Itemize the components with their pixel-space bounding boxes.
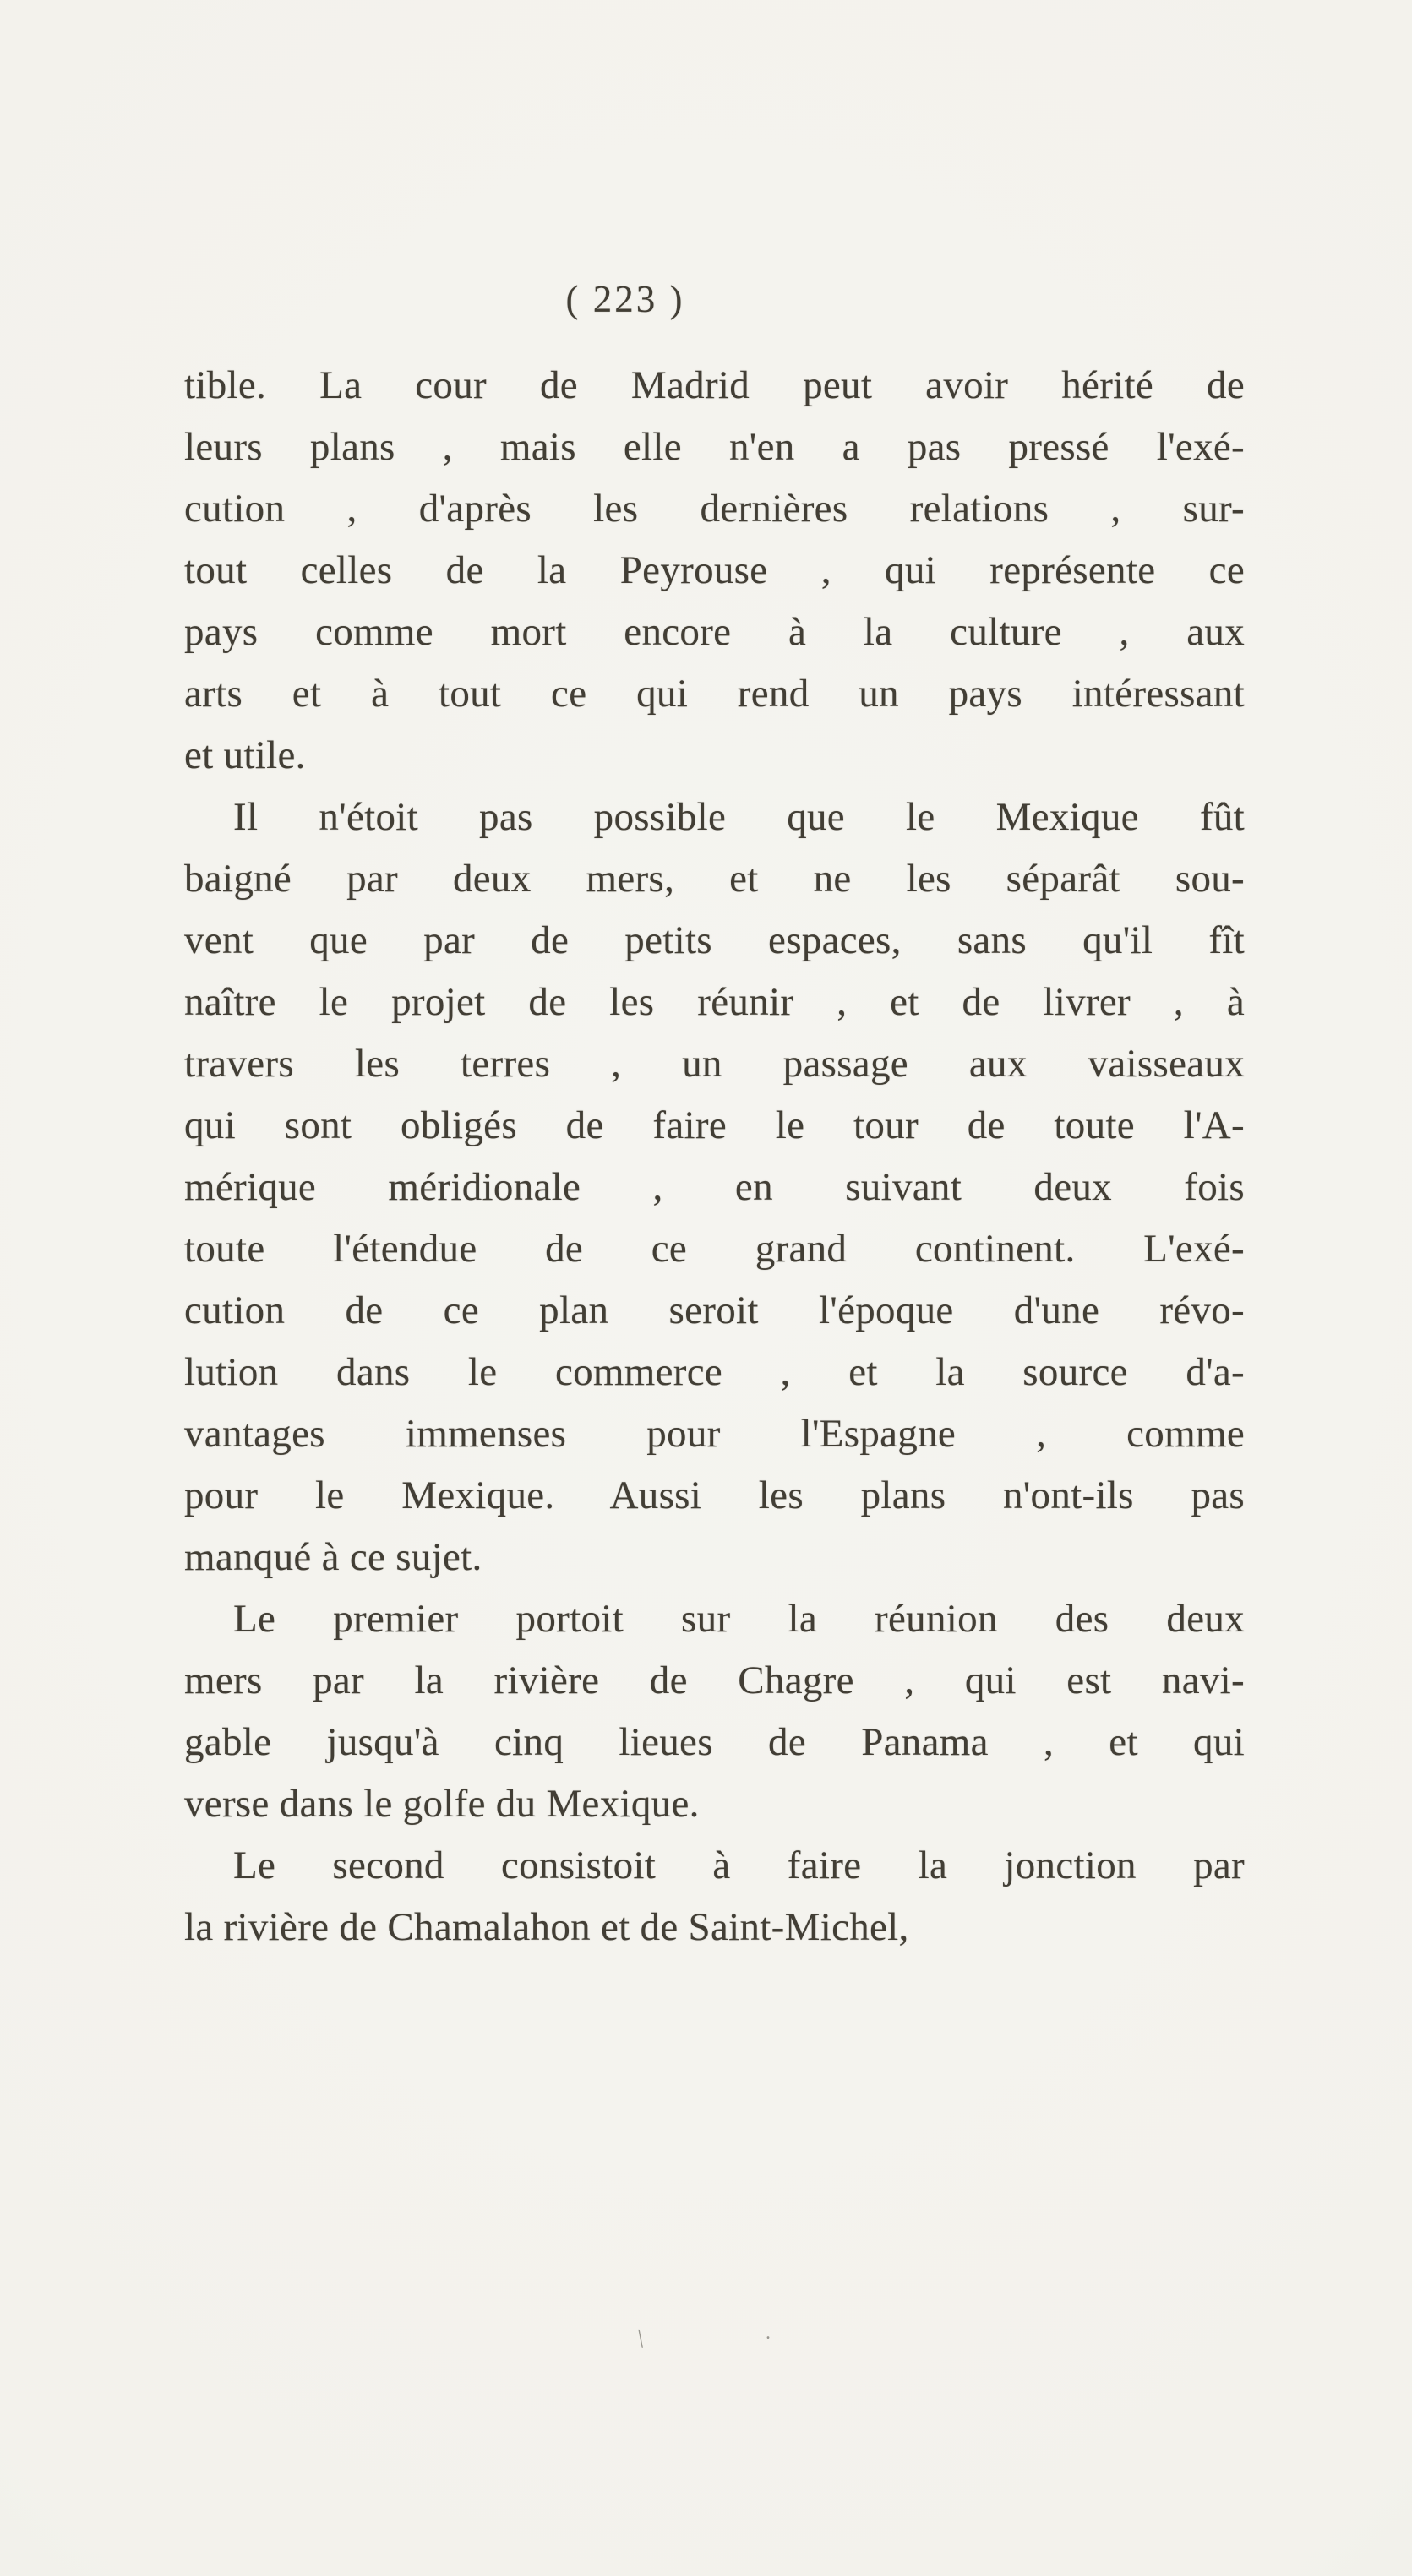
text-line: tible. La cour de Madrid peut avoir hérité de: [184, 363, 1245, 407]
text-line: cution de ce plan seroit l'époque d'une révo-: [184, 1288, 1245, 1332]
text-line: gable jusqu'à cinq lieues de Panama , et qui: [184, 1720, 1245, 1764]
text-line: vantages immenses pour l'Espagne , comme: [184, 1412, 1245, 1456]
text-line: travers les terres , un passage aux vaisseaux: [184, 1042, 1245, 1086]
stray-mark: \: [635, 2324, 646, 2354]
text-line: et utile.: [184, 733, 306, 777]
text-line: cution , d'après les dernières relations , sur-: [184, 487, 1245, 531]
text-line: toute l'étendue de ce grand continent. L'exé-: [184, 1227, 1245, 1271]
text-line: arts et à tout ce qui rend un pays intéressant: [184, 672, 1245, 716]
text-line: Il n'étoit pas possible que le Mexique fût: [233, 795, 1245, 839]
text-line: Le second consistoit à faire la jonction par: [233, 1844, 1245, 1887]
text-line: lution dans le commerce , et la source d'a-: [184, 1350, 1245, 1394]
text-line: baigné par deux mers, et ne les séparât sou-: [184, 857, 1245, 901]
text-line: pays comme mort encore à la culture , aux: [184, 610, 1245, 654]
text-line: verse dans le golfe du Mexique.: [184, 1782, 700, 1826]
text-line: Le premier portoit sur la réunion des deux: [233, 1597, 1245, 1641]
text-line: tout celles de la Peyrouse , qui représente ce: [184, 548, 1245, 592]
page-number: ( 223 ): [565, 278, 685, 320]
paragraph: [184, 787, 1245, 1588]
text-line: vent que par de petits espaces, sans qu'il fît: [184, 918, 1245, 962]
text-line: naître le projet de les réunir , et de livrer , à: [184, 980, 1245, 1024]
text-line: mers par la rivière de Chagre , qui est navi-: [184, 1658, 1245, 1702]
body-text: [184, 355, 1245, 1958]
text-line: qui sont obligés de faire le tour de toute l'A-: [184, 1103, 1245, 1147]
paragraph: [184, 355, 1245, 787]
stray-mark: .: [766, 2322, 771, 2344]
text-line: la rivière de Chamalahon et de Saint-Michel,: [184, 1905, 909, 1949]
text-line: pour le Mexique. Aussi les plans n'ont-ils pas: [184, 1473, 1245, 1517]
text-line: mérique méridionale , en suivant deux fois: [184, 1165, 1245, 1209]
text-line: leurs plans , mais elle n'en a pas pressé l'exé-: [184, 425, 1245, 469]
text-line: manqué à ce sujet.: [184, 1535, 482, 1579]
paragraph: [184, 1588, 1245, 1835]
paragraph: [184, 1835, 1245, 1958]
